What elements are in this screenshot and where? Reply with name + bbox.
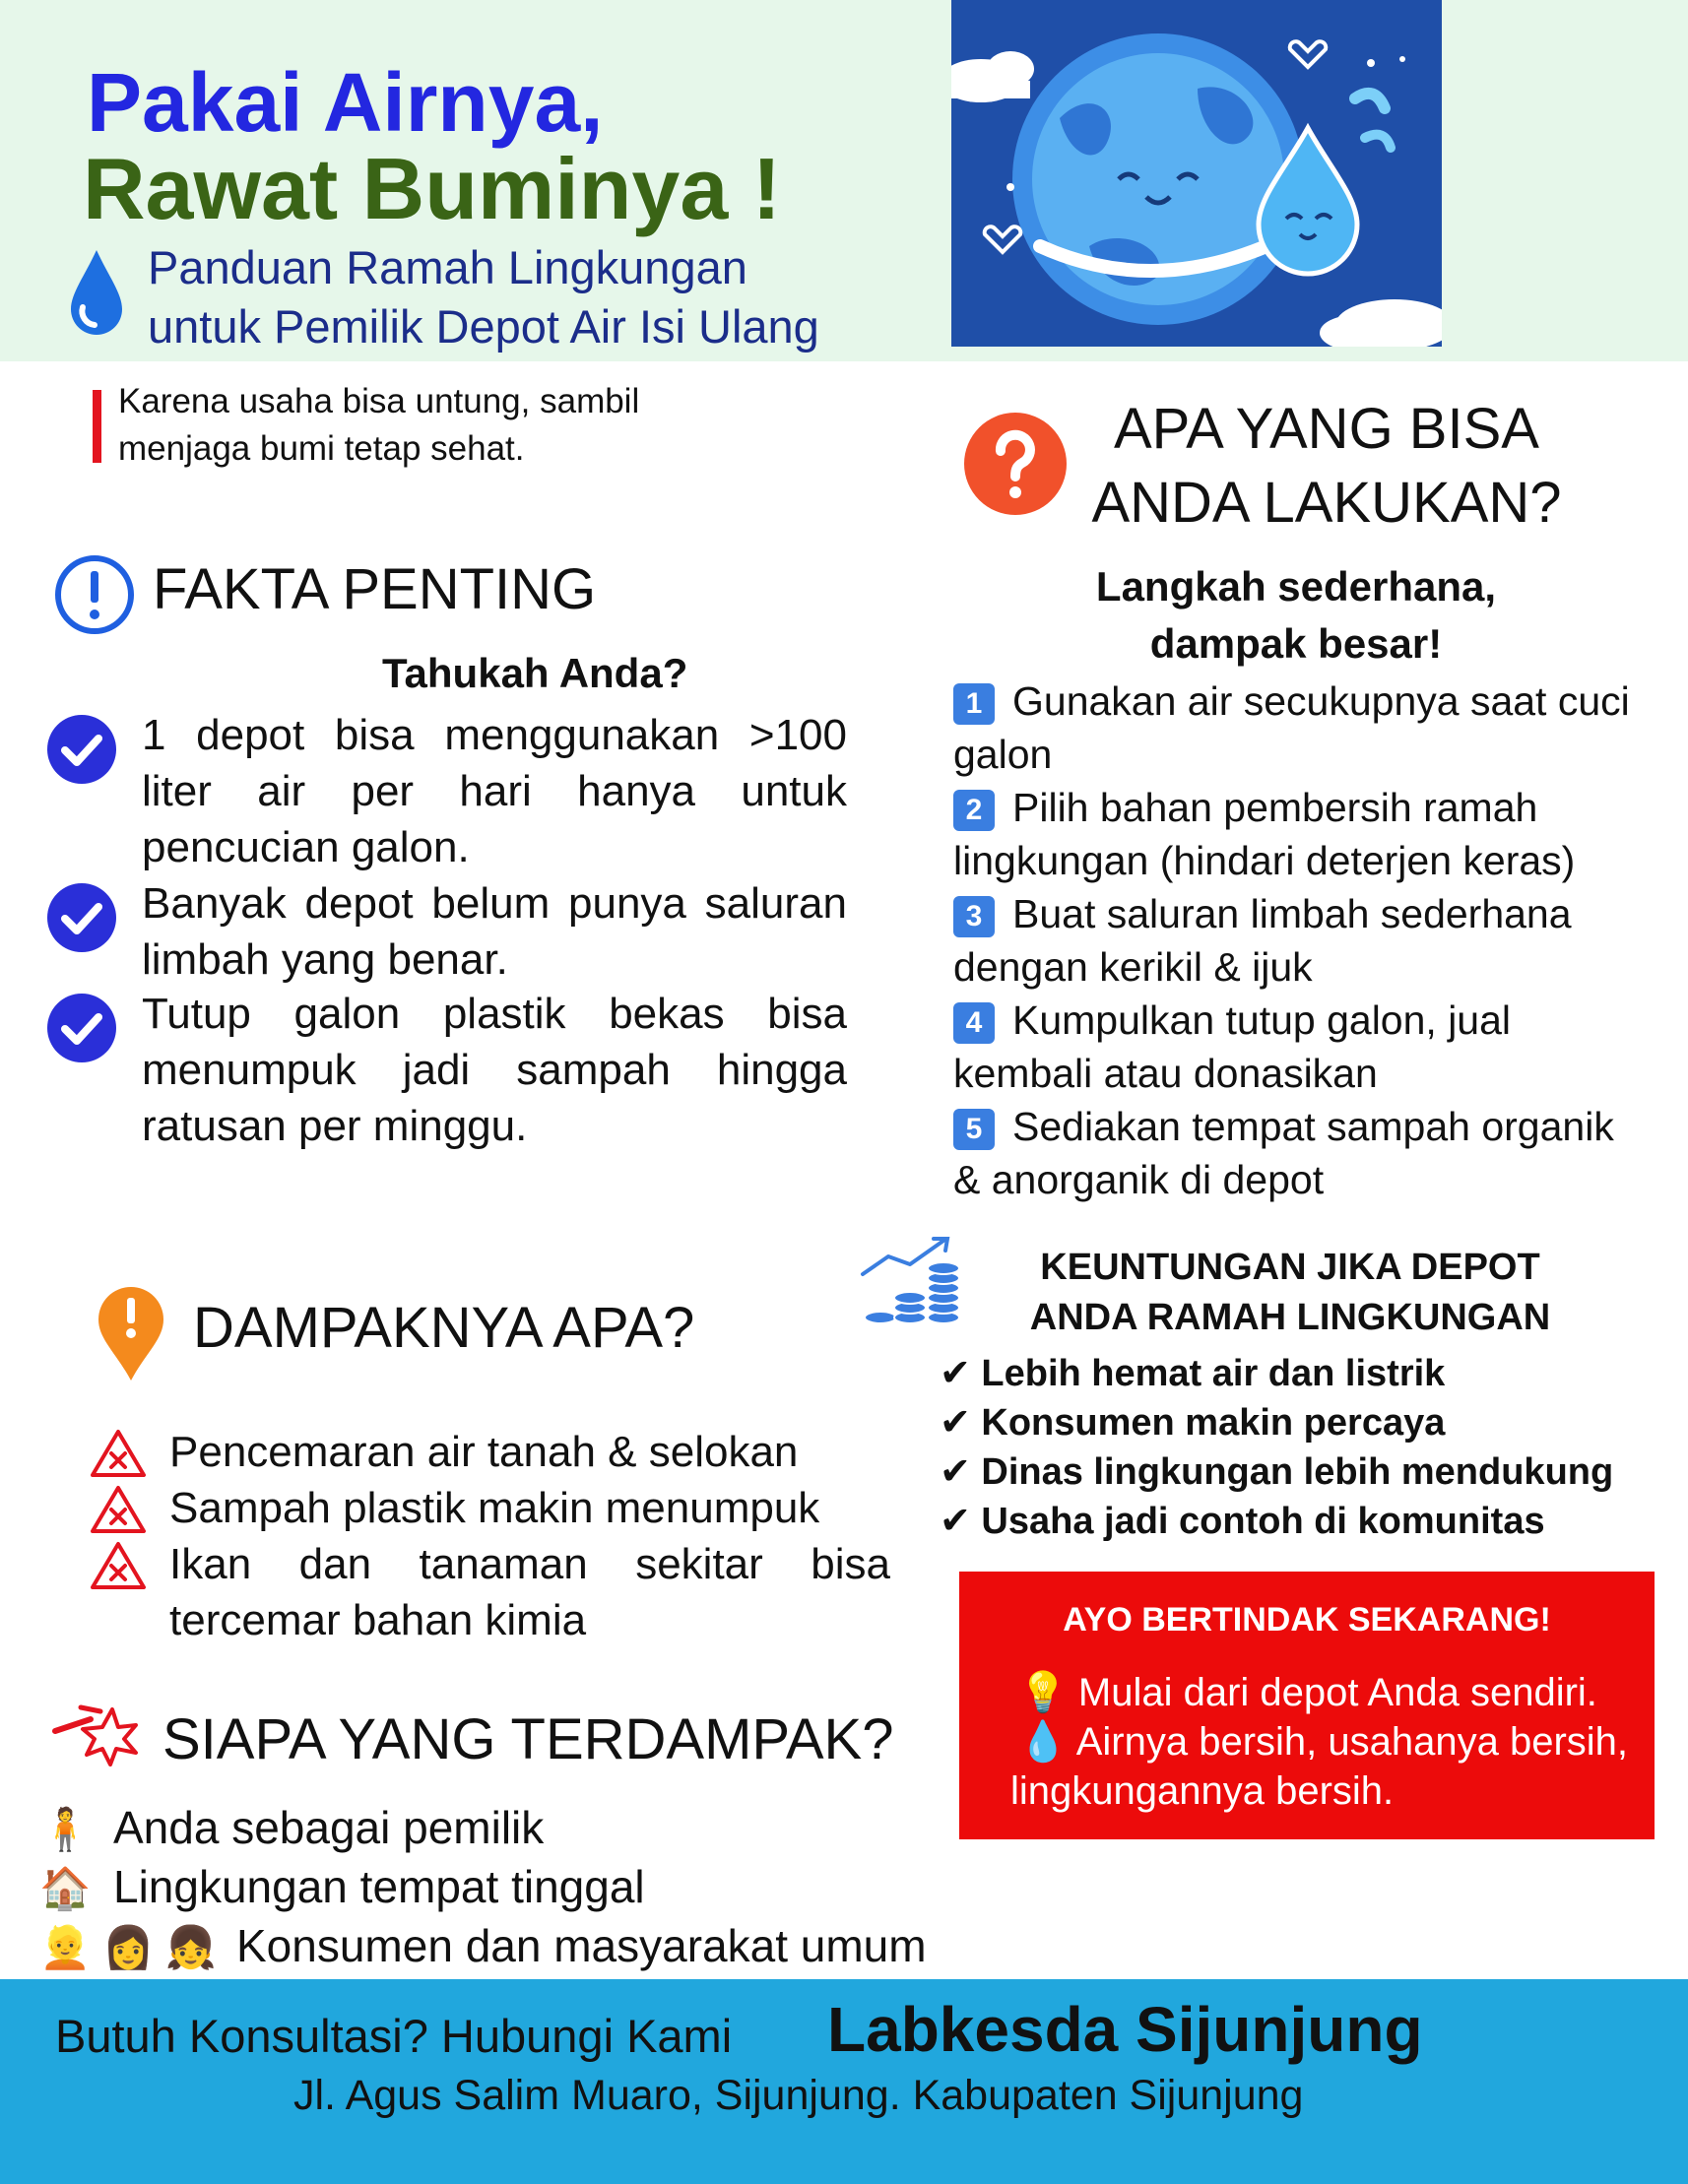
benefit-section-title xyxy=(995,1243,1586,1343)
tagline-line1: Karena usaha bisa untung, sambil xyxy=(118,382,640,420)
page-title-line2: Rawat Buminya ! xyxy=(83,140,782,237)
benefit-title-line1: KEUNTUNGAN JIKA DEPOT xyxy=(1040,1247,1540,1288)
step-text: Kumpulkan tutup galon, jual kembali atau donasikan xyxy=(953,997,1512,1096)
house-icon: 🏠 xyxy=(39,1865,92,1911)
exclamation-circle-icon xyxy=(53,553,136,636)
impact-item xyxy=(89,1536,890,1648)
tagline xyxy=(118,378,639,473)
affected-text: Anda sebagai pemilik xyxy=(113,1802,545,1853)
action-step xyxy=(953,994,1643,1100)
impact-text: Sampah plastik makin menumpuk xyxy=(169,1484,820,1532)
question-circle-icon xyxy=(963,412,1068,516)
action-step xyxy=(953,781,1643,887)
benefit-item: ✔ Konsumen makin percaya xyxy=(940,1402,1446,1444)
fact-item xyxy=(45,986,847,1154)
affected-item xyxy=(39,1857,645,1918)
location-warning-icon xyxy=(97,1284,165,1382)
step-text: Buat saluran limbah sederhana dengan kerikil & ijuk xyxy=(953,891,1572,990)
action-step xyxy=(953,674,1643,781)
fakta-subtitle: Tahukah Anda? xyxy=(382,650,688,696)
fact-item xyxy=(45,875,847,988)
tagline-accent-bar xyxy=(93,390,101,463)
water-drop-icon xyxy=(65,246,128,341)
siapa-section-title: SIAPA YANG TERDAMPAK? xyxy=(162,1707,894,1771)
step-number-badge: 1 xyxy=(953,683,995,725)
subtitle-line1: Panduan Ramah Lingkungan xyxy=(148,241,747,293)
impact-text: Ikan dan tanaman sekitar bisa tercemar bahan kimia xyxy=(169,1540,890,1644)
footer-address: Jl. Agus Salim Muaro, Sijunjung. Kabupaten Sijunjung xyxy=(293,2072,1304,2119)
benefit-title-line2: ANDA RAMAH LINGKUNGAN xyxy=(1029,1297,1551,1338)
check-circle-icon xyxy=(45,713,118,786)
impact-item xyxy=(89,1480,890,1536)
impact-text: Pencemaran air tanah & selokan xyxy=(169,1428,799,1476)
step-number-badge: 4 xyxy=(953,1002,995,1044)
page-title-line1: Pakai Airnya, xyxy=(87,56,604,149)
affected-text: Lingkungan tempat tinggal xyxy=(113,1861,645,1912)
warning-triangle-icon xyxy=(89,1484,148,1535)
impact-item xyxy=(89,1424,890,1480)
fact-text: 1 depot bisa menggunakan >100 liter air per hari hanya untuk pencucian galon. xyxy=(142,711,847,871)
action-step xyxy=(953,887,1643,994)
action-step xyxy=(953,1100,1643,1206)
impact-burst-icon xyxy=(51,1698,142,1766)
affected-item xyxy=(39,1798,544,1859)
step-number-badge: 3 xyxy=(953,896,995,937)
warning-triangle-icon xyxy=(89,1540,148,1591)
action-section-title: APA YANG BISA ANDA LAKUKAN? xyxy=(1091,397,1562,535)
coins-growth-icon xyxy=(859,1235,969,1329)
step-text: Gunakan air secukupnya saat cuci galon xyxy=(953,678,1630,777)
benefit-item: ✔ Lebih hemat air dan listrik xyxy=(940,1353,1446,1394)
action-subtitle xyxy=(1034,558,1558,673)
step-text: Sediakan tempat sampah organik & anorganik di depot xyxy=(953,1104,1614,1202)
cta-title: AYO BERTINDAK SEKARANG! xyxy=(1063,1601,1551,1638)
tagline-line2: menjaga bumi tetap sehat. xyxy=(118,429,525,468)
dampak-section-title: DAMPAKNYA APA? xyxy=(193,1296,695,1360)
earth-water-illustration xyxy=(951,0,1442,347)
person-icon: 🧍 xyxy=(39,1806,92,1852)
action-subtitle-line1: Langkah sederhana, xyxy=(1095,563,1497,610)
cta-line: 💧 Airnya bersih, usahanya bersih, xyxy=(1018,1720,1629,1764)
footer-organization: Labkesda Sijunjung xyxy=(827,1994,1423,2065)
affected-item xyxy=(39,1916,927,1977)
warning-triangle-icon xyxy=(89,1428,148,1479)
subtitle xyxy=(148,238,819,356)
fact-text: Tutup galon plastik bekas bisa menumpuk jadi sampah hingga ratusan per minggu. xyxy=(142,990,847,1150)
step-text: Pilih bahan pembersih ramah lingkungan (hindari deterjen keras) xyxy=(953,785,1576,883)
action-subtitle-line2: dampak besar! xyxy=(1149,620,1443,667)
cta-line: lingkungannya bersih. xyxy=(1010,1769,1395,1813)
check-circle-icon xyxy=(45,992,118,1064)
fact-item xyxy=(45,707,847,875)
step-number-badge: 2 xyxy=(953,790,995,831)
check-circle-icon xyxy=(45,881,118,954)
people-icon: 👱 👩 👧 xyxy=(39,1924,218,1970)
footer-contact-label: Butuh Konsultasi? Hubungi Kami xyxy=(55,2010,733,2062)
step-number-badge: 5 xyxy=(953,1109,995,1150)
affected-text: Konsumen dan masyarakat umum xyxy=(236,1920,927,1971)
fakta-section-title: FAKTA PENTING xyxy=(153,557,597,621)
benefit-item: ✔ Usaha jadi contoh di komunitas xyxy=(940,1501,1545,1542)
cta-line: 💡 Mulai dari depot Anda sendiri. xyxy=(1018,1671,1597,1714)
fact-text: Banyak depot belum punya saluran limbah yang benar. xyxy=(142,879,847,984)
benefit-item: ✔ Dinas lingkungan lebih mendukung xyxy=(940,1451,1614,1493)
subtitle-line2: untuk Pemilik Depot Air Isi Ulang xyxy=(148,300,819,353)
